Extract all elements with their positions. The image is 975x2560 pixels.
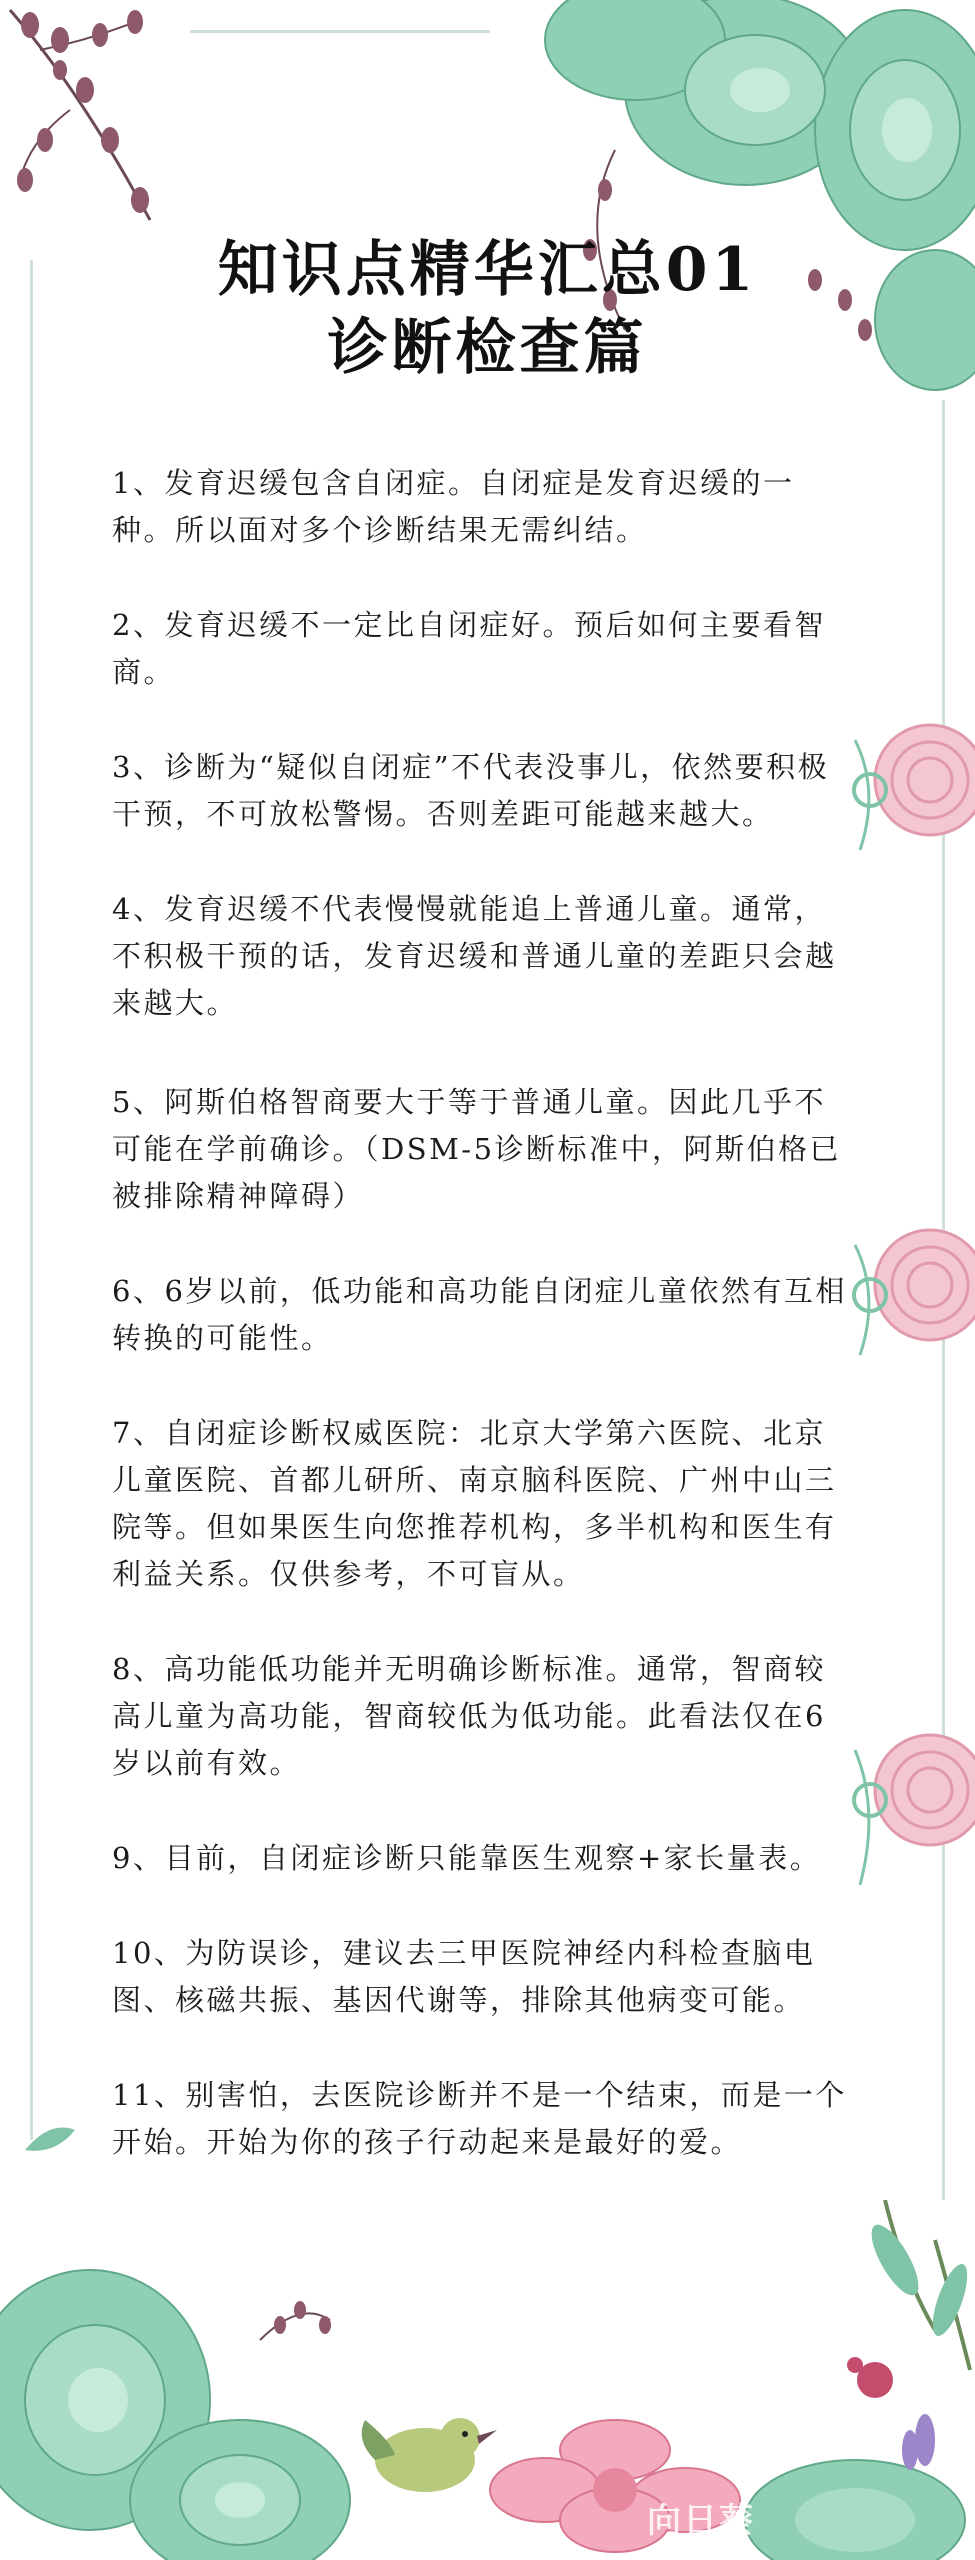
list-item: 5、阿斯伯格智商要大于等于普通儿童。因此几乎不可能在学前确诊。（DSM-5诊断标准中，阿斯伯格已被排除精神障碍） — [112, 1085, 842, 1213]
page-title-line1: 知识点精华汇总01 — [217, 235, 758, 305]
list-item: 6、6岁以前，低功能和高功能自闭症儿童依然有互相转换的可能性。 — [112, 1274, 847, 1355]
frame-left-line — [30, 260, 33, 2140]
watermark: 向日葵 — [647, 2501, 755, 2541]
berry-branch-top-left-icon — [0, 0, 240, 240]
knowledge-list — [112, 460, 857, 2214]
list-item: 11、别害怕，去医院诊断并不是一个结束，而是一个开始。开始为你的孩子行动起来是最好的爱。 — [112, 2078, 847, 2159]
list-item: 8、高功能低功能并无明确诊断标准。通常，智商较高儿童为高功能，智商较低为低功能。此看法仅在6岁以前有效。 — [112, 1652, 826, 1780]
pink-spiral-3-icon — [840, 1710, 975, 1890]
list-item: 2、发育迟缓不一定比自闭症好。预后如何主要看智商。 — [112, 608, 826, 689]
pink-spiral-1-icon — [840, 700, 975, 860]
leaf-left-icon — [20, 2120, 80, 2160]
page-title-line2: 诊断检查篇 — [327, 313, 648, 383]
list-item: 7、自闭症诊断权威医院：北京大学第六医院、北京儿童医院、首都儿研所、南京脑科医院、广州中山三院等。但如果医生向您推荐机构，多半机构和医生有利益关系。仅供参考，不可盲从。 — [112, 1416, 837, 1591]
list-item: 4、发育迟缓不代表慢慢就能追上普通儿童。通常，不积极干预的话，发育迟缓和普通儿童的差距只会越来越大。 — [112, 892, 837, 1020]
list-item: 1、发育迟缓包含自闭症。自闭症是发育迟缓的一种。所以面对多个诊断结果无需纠结。 — [112, 466, 795, 547]
list-item: 10、为防误诊，建议去三甲医院神经内科检查脑电图、核磁共振、基因代谢等，排除其他病变可能。 — [112, 1936, 816, 2017]
list-item: 9、目前，自闭症诊断只能靠医生观察+家长量表。 — [112, 1841, 822, 1875]
list-item: 3、诊断为“疑似自闭症”不代表没事儿，依然要积极干预，不可放松警惕。否则差距可能越来越大。 — [112, 750, 830, 831]
pink-spiral-2-icon — [840, 1205, 975, 1365]
